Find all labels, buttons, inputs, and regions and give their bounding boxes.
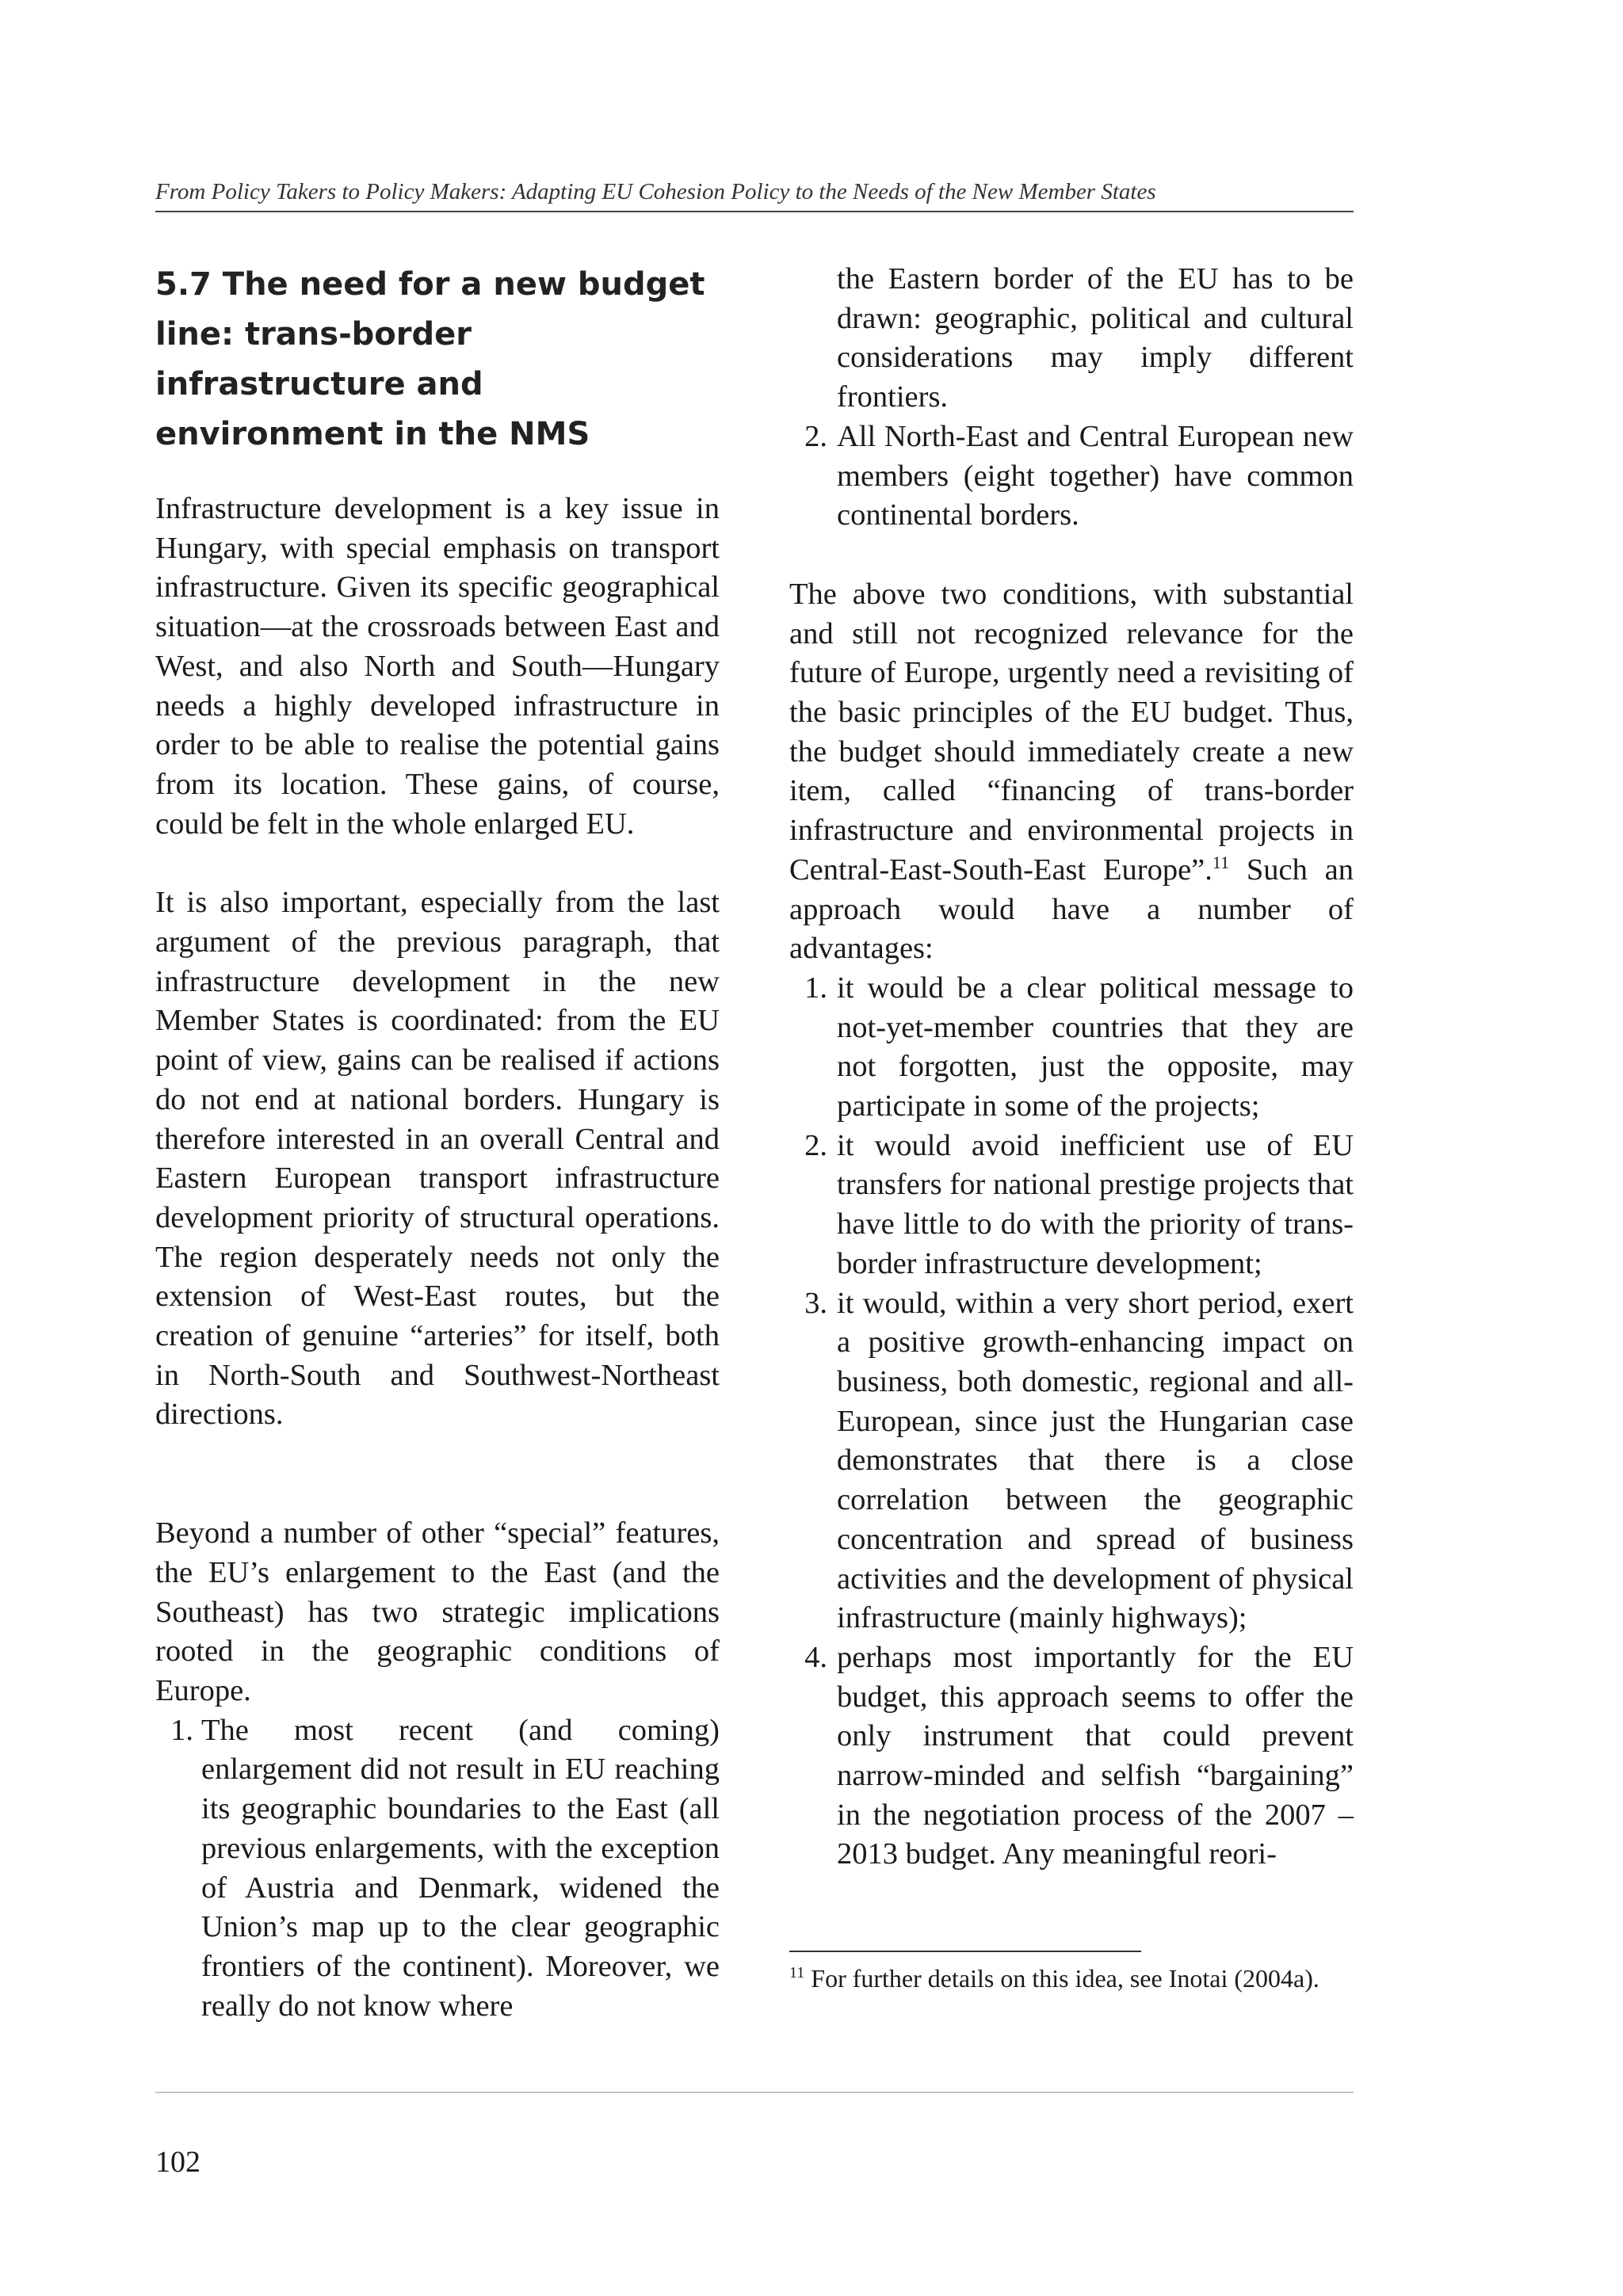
paragraph-text: Such an approach would have a number of advantages: bbox=[789, 852, 1354, 966]
implications-list-continued bbox=[789, 260, 1354, 536]
paragraph-enlargement: Beyond a number of other “special” features, the EU’s enlargement to the East (and the Southeast) has two strategic implications rooted in the geographic conditions of Europe. bbox=[155, 1516, 720, 1707]
right-column bbox=[789, 260, 1354, 1875]
left-column bbox=[155, 260, 720, 2026]
list-item bbox=[155, 1711, 720, 2027]
running-header: From Policy Takers to Policy Makers: Adapting EU Cohesion Policy to the Needs of the New Member States bbox=[155, 179, 1156, 204]
list-text: it would be a clear political message to not-yet-member countries that they are not forgotten, just the opposite, may participate in some of the projects; bbox=[837, 971, 1354, 1123]
paragraph-infrastructure: Infrastructure development is a key issue in Hungary, with special emphasis on transport infrastructure. Given its specific geographical situation—at the crossroads between East and West, and also North and South—Hungary needs a highly developed infrastructure in order to be able to realise the potential gains from its location. These gains, of course, could be felt in the whole enlarged EU. bbox=[155, 492, 720, 841]
list-item bbox=[789, 418, 1354, 536]
list-number: 2. bbox=[804, 1128, 827, 1162]
footnote bbox=[789, 1962, 1354, 1996]
footer-rule bbox=[155, 2092, 1354, 2093]
paragraph-text: The above two conditions, with substantial and still not recognized relevance for the future of Europe, urgently need a revisiting of the basic principles of the EU budget. Thus, the budget should immediately create a new item, called “financing of trans-border infrastructure and environmental projects in Central-East-South-East Europe”. bbox=[789, 577, 1354, 887]
footnote-text: For further details on this idea, see Inotai (2004a). bbox=[804, 1964, 1319, 1993]
list-item bbox=[789, 969, 1354, 1127]
list-text: it would, within a very short period, exert a positive growth-enhancing impact on business, both domestic, regional and all-European, since just the Hungarian case demonstrates that there is a close correlation between the geographic concentration and spread of business activities and the development of physical infrastructure (mainly highways); bbox=[837, 1286, 1354, 1635]
list-text: perhaps most importantly for the EU budget, this approach seems to offer the only instrument that could prevent narrow-minded and selfish “bargaining” in the negotiation process of the 2007 – 2013 budget. Any meaningful reori- bbox=[837, 1640, 1354, 1871]
list-item bbox=[789, 1638, 1354, 1875]
list-item bbox=[789, 1284, 1354, 1638]
list-number: 2. bbox=[804, 419, 827, 453]
list-item bbox=[789, 1127, 1354, 1284]
page-number: 102 bbox=[155, 2145, 200, 2179]
implications-list bbox=[155, 1711, 720, 2027]
list-number: 1. bbox=[170, 1713, 193, 1747]
list-number: 3. bbox=[804, 1286, 827, 1320]
paragraph-coordination: It is also important, especially from the last argument of the previous paragraph, that infrastructure development in the new Member States is coordinated: from the EU point of view, gains can be realised if actions do not end at national borders. Hungary is therefore interested in an overall Central and Eastern European transport infrastructure development priority of structural operations. The region desperately needs not only the extension of West-East routes, but the creation of genuine “arteries” for itself, both in North-South and Southwest-Northeast directions. bbox=[155, 886, 720, 1432]
header-rule bbox=[155, 211, 1354, 212]
section-title: 5.7 The need for a new budget line: trans-border infrastructure and environment in the NMS bbox=[155, 266, 705, 452]
list-number: 4. bbox=[804, 1640, 827, 1674]
footnote-reference[interactable]: 11 bbox=[1212, 852, 1230, 872]
list-text: the Eastern border of the EU has to be drawn: geographic, political and cultural considerations may imply different frontiers. bbox=[837, 262, 1354, 414]
list-text: All North-East and Central European new members (eight together) have common continental borders. bbox=[837, 419, 1354, 532]
advantages-list bbox=[789, 969, 1354, 1875]
paragraph-budget bbox=[789, 575, 1354, 969]
footnote-rule bbox=[789, 1951, 1141, 1952]
list-text: it would avoid inefficient use of EU transfers for national prestige projects that have little to do with the priority of trans-border infrastructure development; bbox=[837, 1128, 1354, 1280]
footnote-number: 11 bbox=[789, 1964, 805, 1981]
list-number: 1. bbox=[804, 971, 827, 1005]
list-item-continued bbox=[789, 260, 1354, 418]
list-text: The most recent (and coming) enlargement did not result in EU reaching its geographic boundaries to the East (all previous enlargements, with the exception of Austria and Denmark, widened the Union’s map up to the clear geographic frontiers of the continent). Moreover, we really do not know where bbox=[201, 1713, 720, 2023]
